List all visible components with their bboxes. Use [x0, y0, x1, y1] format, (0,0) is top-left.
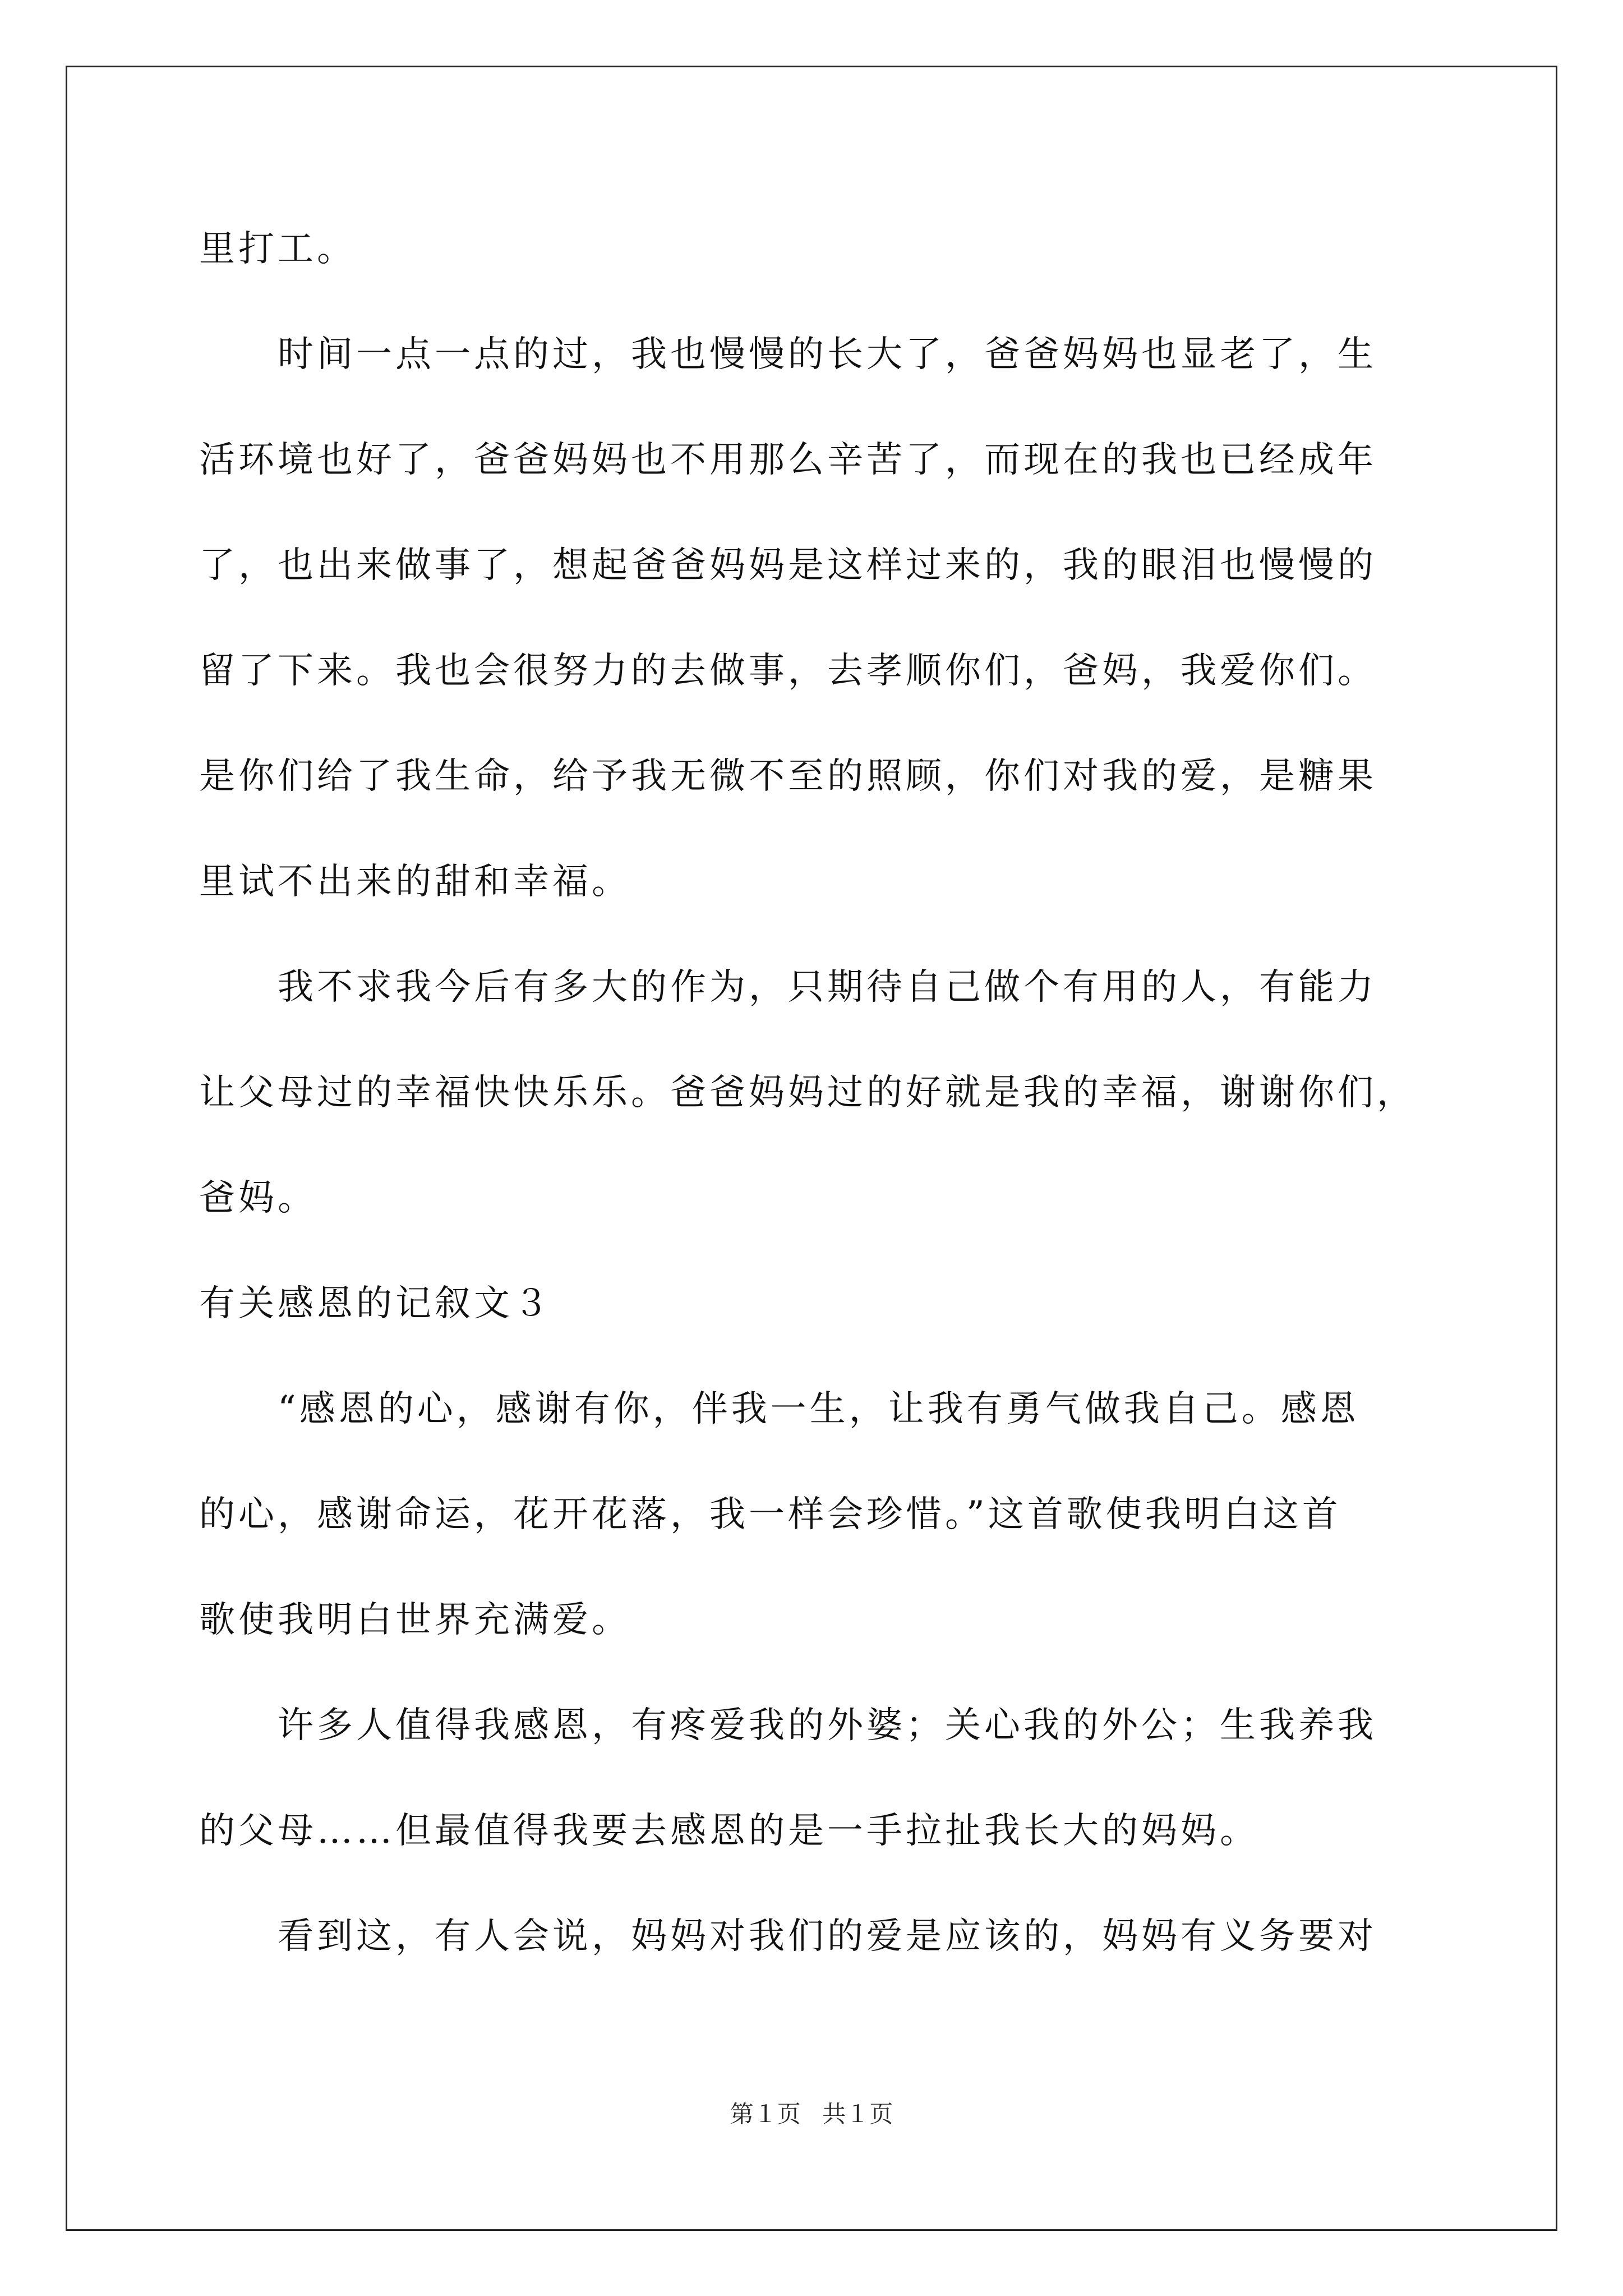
line-16: 的父母……但最值得我要去感恩的是一手拉扯我长大的妈妈。 — [199, 1810, 1259, 1852]
line-10: 爸妈。 — [199, 1177, 317, 1219]
section-heading: 有关感恩的记叙文３ — [199, 1283, 552, 1324]
line-9: 让父母过的幸福快快乐乐。爸爸妈妈过的好就是我的幸福，谢谢你们， — [199, 1072, 1416, 1114]
line-5: 留了下来。我也会很努力的去做事，去孝顺你们，爸妈，我爱你们。 — [199, 650, 1377, 692]
line-3: 活环境也好了，爸爸妈妈也不用那么辛苦了，而现在的我也已经成年 — [199, 439, 1377, 481]
line-13: 的心，感谢命运，花开花落，我一样会珍惜。”这首歌使我明白这首 — [199, 1494, 1341, 1535]
line-1: 里打工。 — [199, 228, 356, 270]
line-15: 许多人值得我感恩，有疼爱我的外婆；关心我的外公；生我养我 — [199, 1705, 1377, 1746]
line-17: 看到这，有人会说，妈妈对我们的爱是应该的，妈妈有义务要对 — [199, 1916, 1377, 1957]
line-2: 时间一点一点的过，我也慢慢的长大了，爸爸妈妈也显老了，生 — [199, 334, 1377, 375]
page-footer — [0, 2101, 1623, 2129]
line-6: 是你们给了我生命，给予我无微不至的照顾，你们对我的爱，是糖果 — [199, 756, 1377, 797]
line-8: 我不求我今后有多大的作为，只期待自己做个有用的人，有能力 — [199, 967, 1377, 1008]
page-number: 第１页 — [730, 2102, 801, 2128]
line-14: 歌使我明白世界充满爱。 — [199, 1599, 631, 1641]
line-7: 里试不出来的甜和幸福。 — [199, 861, 631, 903]
line-4: 了，也出来做事了，想起爸爸妈妈是这样过来的，我的眼泪也慢慢的 — [199, 545, 1377, 586]
line-12: “感恩的心，感谢有你，伴我一生，让我有勇气做我自己。感恩 — [199, 1388, 1359, 1430]
page-total: 共１页 — [822, 2102, 893, 2128]
